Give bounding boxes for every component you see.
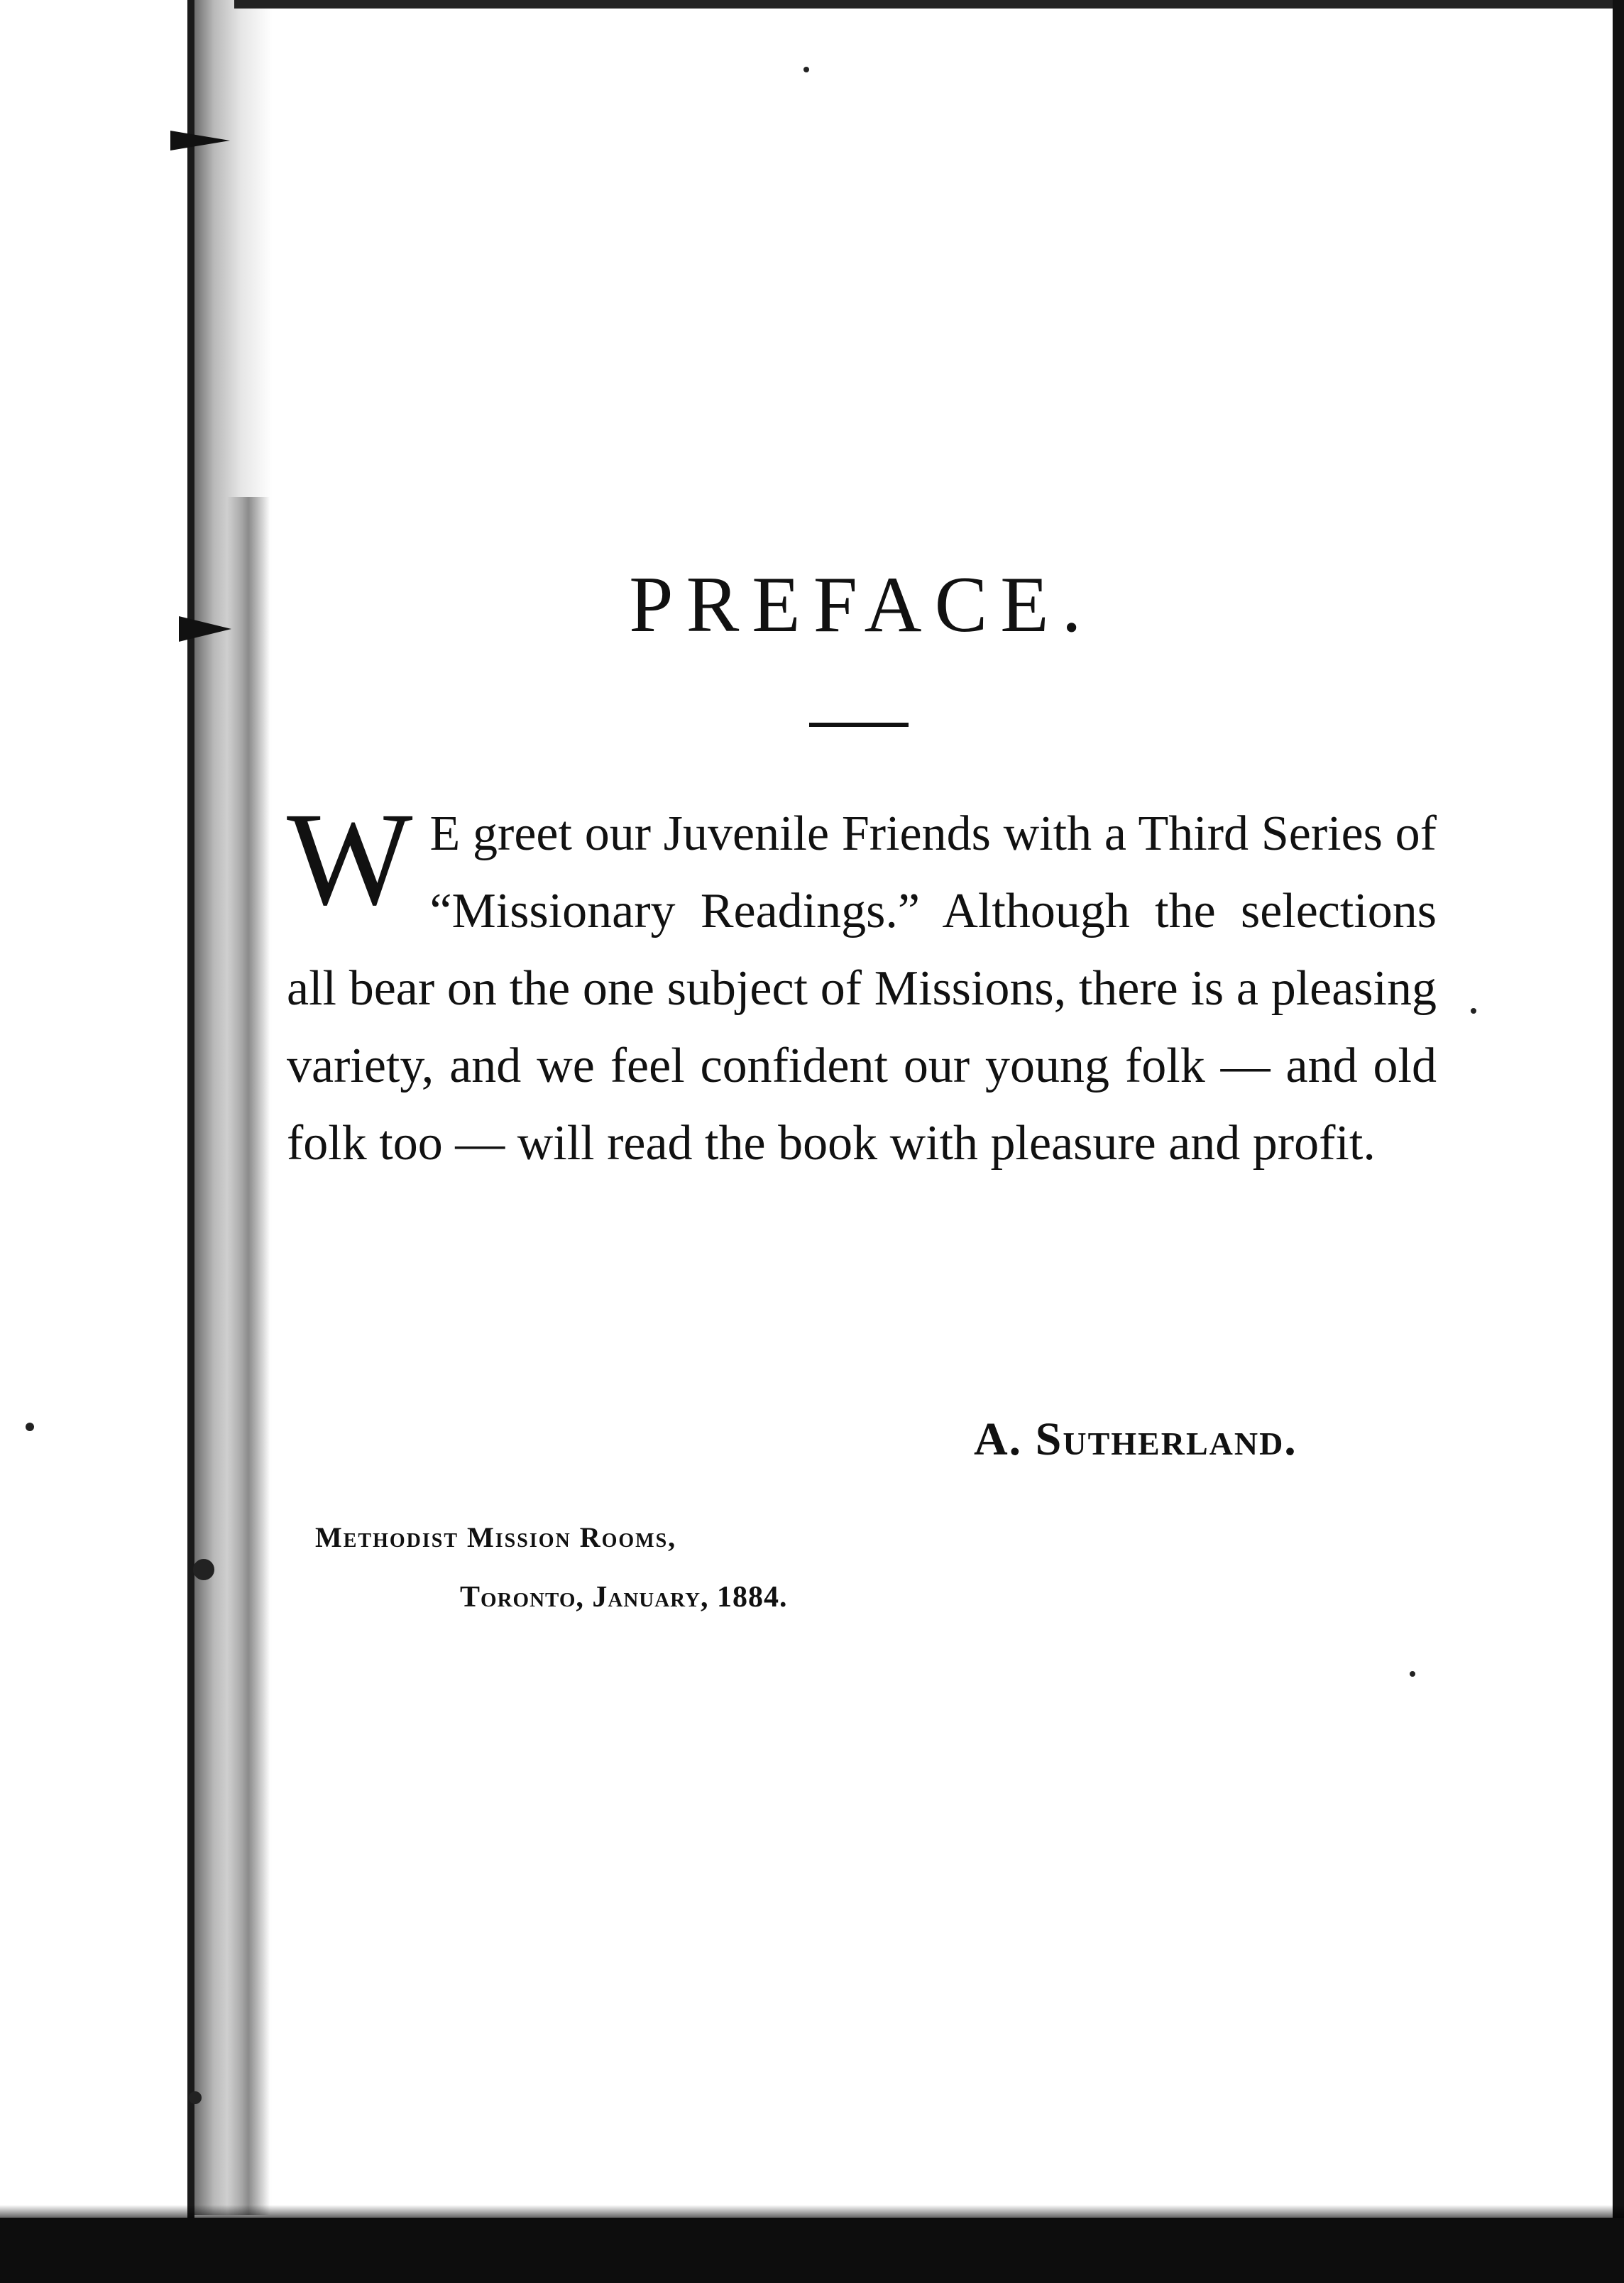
speck	[26, 1423, 34, 1431]
gutter-dark	[227, 497, 270, 2215]
speck	[189, 2091, 202, 2104]
place-line: Methodist Mission Rooms,	[315, 1521, 677, 1553]
page-edge-bottom	[0, 2218, 1624, 2283]
speck	[193, 1559, 214, 1580]
binding-tab-top	[170, 131, 230, 150]
signature: A. Sutherland.	[974, 1413, 1297, 1465]
drop-cap: W	[287, 784, 413, 933]
page-edge-top	[234, 0, 1624, 9]
preface-paragraph	[287, 784, 1437, 1182]
date-line: Toronto, January, 1884.	[460, 1581, 788, 1614]
page-title: PREFACE.	[629, 561, 1094, 649]
preface-body: E greet our Juvenile Friends with a Third Series of “Missionary Readings.” Although the selections all bear on the one subject of Missions, there is a pleasing variety, and we feel confident our young folk — and old folk too — will read the book with pleasure and profit.	[287, 806, 1437, 1171]
speck	[1410, 1671, 1415, 1677]
spine-line	[187, 0, 194, 2222]
speck	[803, 67, 809, 72]
speck	[1471, 1008, 1476, 1014]
page-edge-right	[1613, 0, 1624, 2283]
left-margin	[0, 0, 192, 2283]
title-rule	[809, 723, 909, 727]
